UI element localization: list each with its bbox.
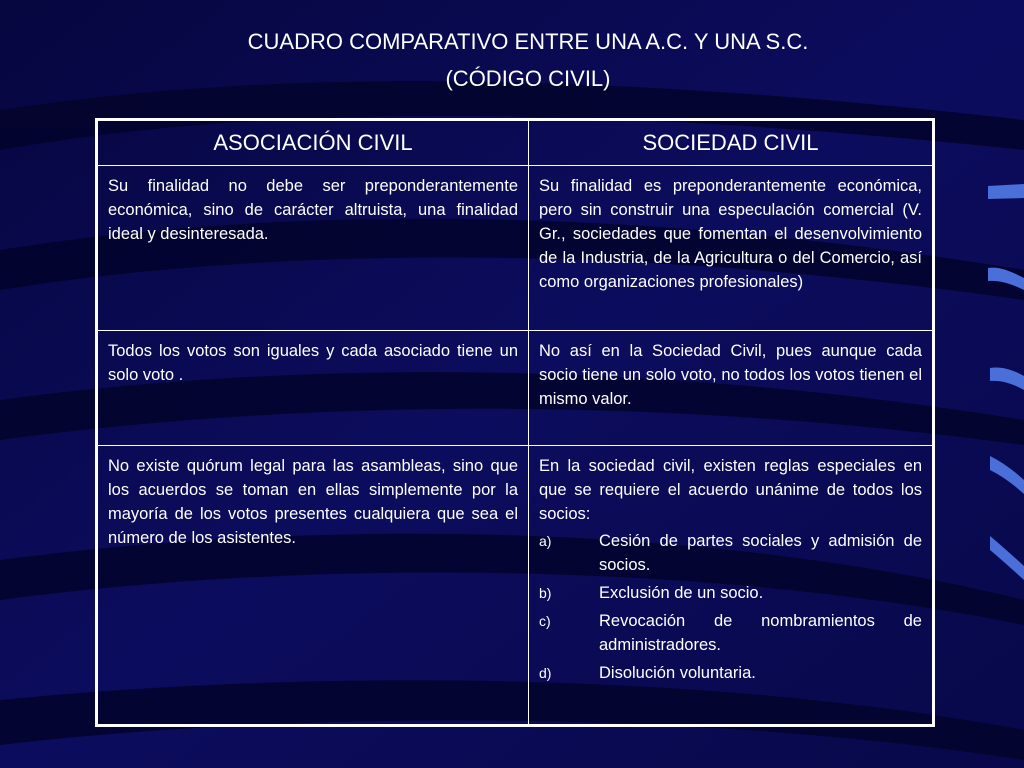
comparison-table [95,118,935,727]
cell-sc-votos: No así en la Sociedad Civil, pues aunque cada socio tiene un solo voto, no todos los votos tienen el mismo valor. [529,331,934,446]
list-item [539,661,922,685]
table-header-row [97,120,934,166]
list-item-text: Cesión de partes sociales y admisión de socios. [599,532,922,574]
table-row [97,331,934,446]
list-marker: b) [539,585,552,601]
header-sociedad-civil: SOCIEDAD CIVIL [529,120,934,166]
list-marker: a) [539,533,552,549]
table-row [97,166,934,331]
list-item [539,581,922,605]
list-marker: d) [539,665,552,681]
header-asociacion-civil: ASOCIACIÓN CIVIL [97,120,529,166]
cell-sc-quorum [529,446,934,726]
cell-ac-finalidad: Su finalidad no debe ser preponderantemente económica, sino de carácter altruista, una finalidad ideal y desinteresada. [97,166,529,331]
cell-ac-votos: Todos los votos son iguales y cada asociado tiene un solo voto . [97,331,529,446]
slide-subtitle: (CÓDIGO CIVIL) [445,66,611,91]
list-item-text: Revocación de nombramientos de administradores. [599,612,922,654]
list-item-text: Disolución voluntaria. [599,664,756,682]
list-marker: c) [539,613,551,629]
list-item [539,529,922,577]
cell-ac-quorum: No existe quórum legal para las asambleas, sino que los acuerdos se toman en ellas simplemente por la mayoría de los votos presentes cualquiera que sea el número de los asistentes. [97,446,529,726]
slide-title: CUADRO COMPARATIVO ENTRE UNA A.C. Y UNA S.C. [247,29,809,54]
sc-quorum-list [539,529,922,685]
sc-quorum-intro: En la sociedad civil, existen reglas especiales en que se requiere el acuerdo unánime de todos los socios: [539,457,922,523]
table-row [97,446,934,726]
cell-sc-finalidad: Su finalidad es preponderantemente económica, pero sin construir una especulación comercial (V. Gr., sociedades que fomentan el desenvolvimiento de la Industria, de la Agricultura o del Comercio, así como organizaciones profesionales) [529,166,934,331]
list-item-text: Exclusión de un socio. [599,584,764,602]
list-item [539,609,922,657]
